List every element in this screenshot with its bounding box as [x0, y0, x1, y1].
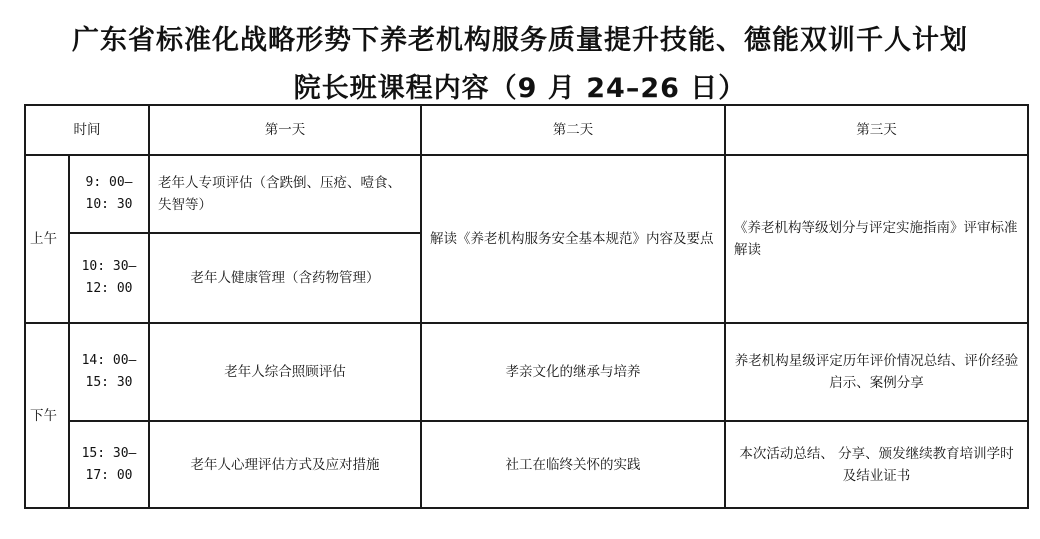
session-day1-slot1: 老年人专项评估（含跌倒、压疮、噎食、失智等） [149, 155, 421, 233]
schedule-table [24, 104, 1029, 509]
period-morning: 上午 [25, 155, 69, 323]
time-slot-1: 9: 00– 10: 30 [69, 155, 149, 233]
document-title-line1: 广东省标准化战略形势下养老机构服务质量提升技能、德能双训千人计划 [72, 25, 968, 56]
session-day3-slot3: 养老机构星级评定历年评价情况总结、评价经验启示、案例分享 [725, 323, 1028, 421]
header-day2: 第二天 [421, 105, 725, 155]
time-slot-3: 14: 00– 15: 30 [69, 323, 149, 421]
time-slot-2: 10: 30– 12: 00 [69, 233, 149, 323]
session-day3-slot4: 本次活动总结、 分享、颁发继续教育培训学时及结业证书 [725, 421, 1028, 508]
session-day1-slot3: 老年人综合照顾评估 [149, 323, 421, 421]
header-time: 时间 [25, 105, 149, 155]
session-day1-slot4: 老年人心理评估方式及应对措施 [149, 421, 421, 508]
table-header-row [25, 105, 1028, 155]
table-row [25, 323, 1028, 421]
session-day2-slot4: 社工在临终关怀的实践 [421, 421, 725, 508]
session-day3-morning: 《养老机构等级划分与评定实施指南》评审标准解读 [725, 155, 1028, 323]
table-row [25, 155, 1028, 233]
header-day3: 第三天 [725, 105, 1028, 155]
header-day1: 第一天 [149, 105, 421, 155]
session-day2-slot3: 孝亲文化的继承与培养 [421, 323, 725, 421]
time-slot-4: 15: 30– 17: 00 [69, 421, 149, 508]
session-day2-morning: 解读《养老机构服务安全基本规范》内容及要点 [421, 155, 725, 323]
session-day1-slot2: 老年人健康管理（含药物管理） [149, 233, 421, 323]
table-row [25, 421, 1028, 508]
period-afternoon: 下午 [25, 323, 69, 508]
document-title-line2: 院长班课程内容（9 月 24–26 日） [293, 73, 747, 104]
